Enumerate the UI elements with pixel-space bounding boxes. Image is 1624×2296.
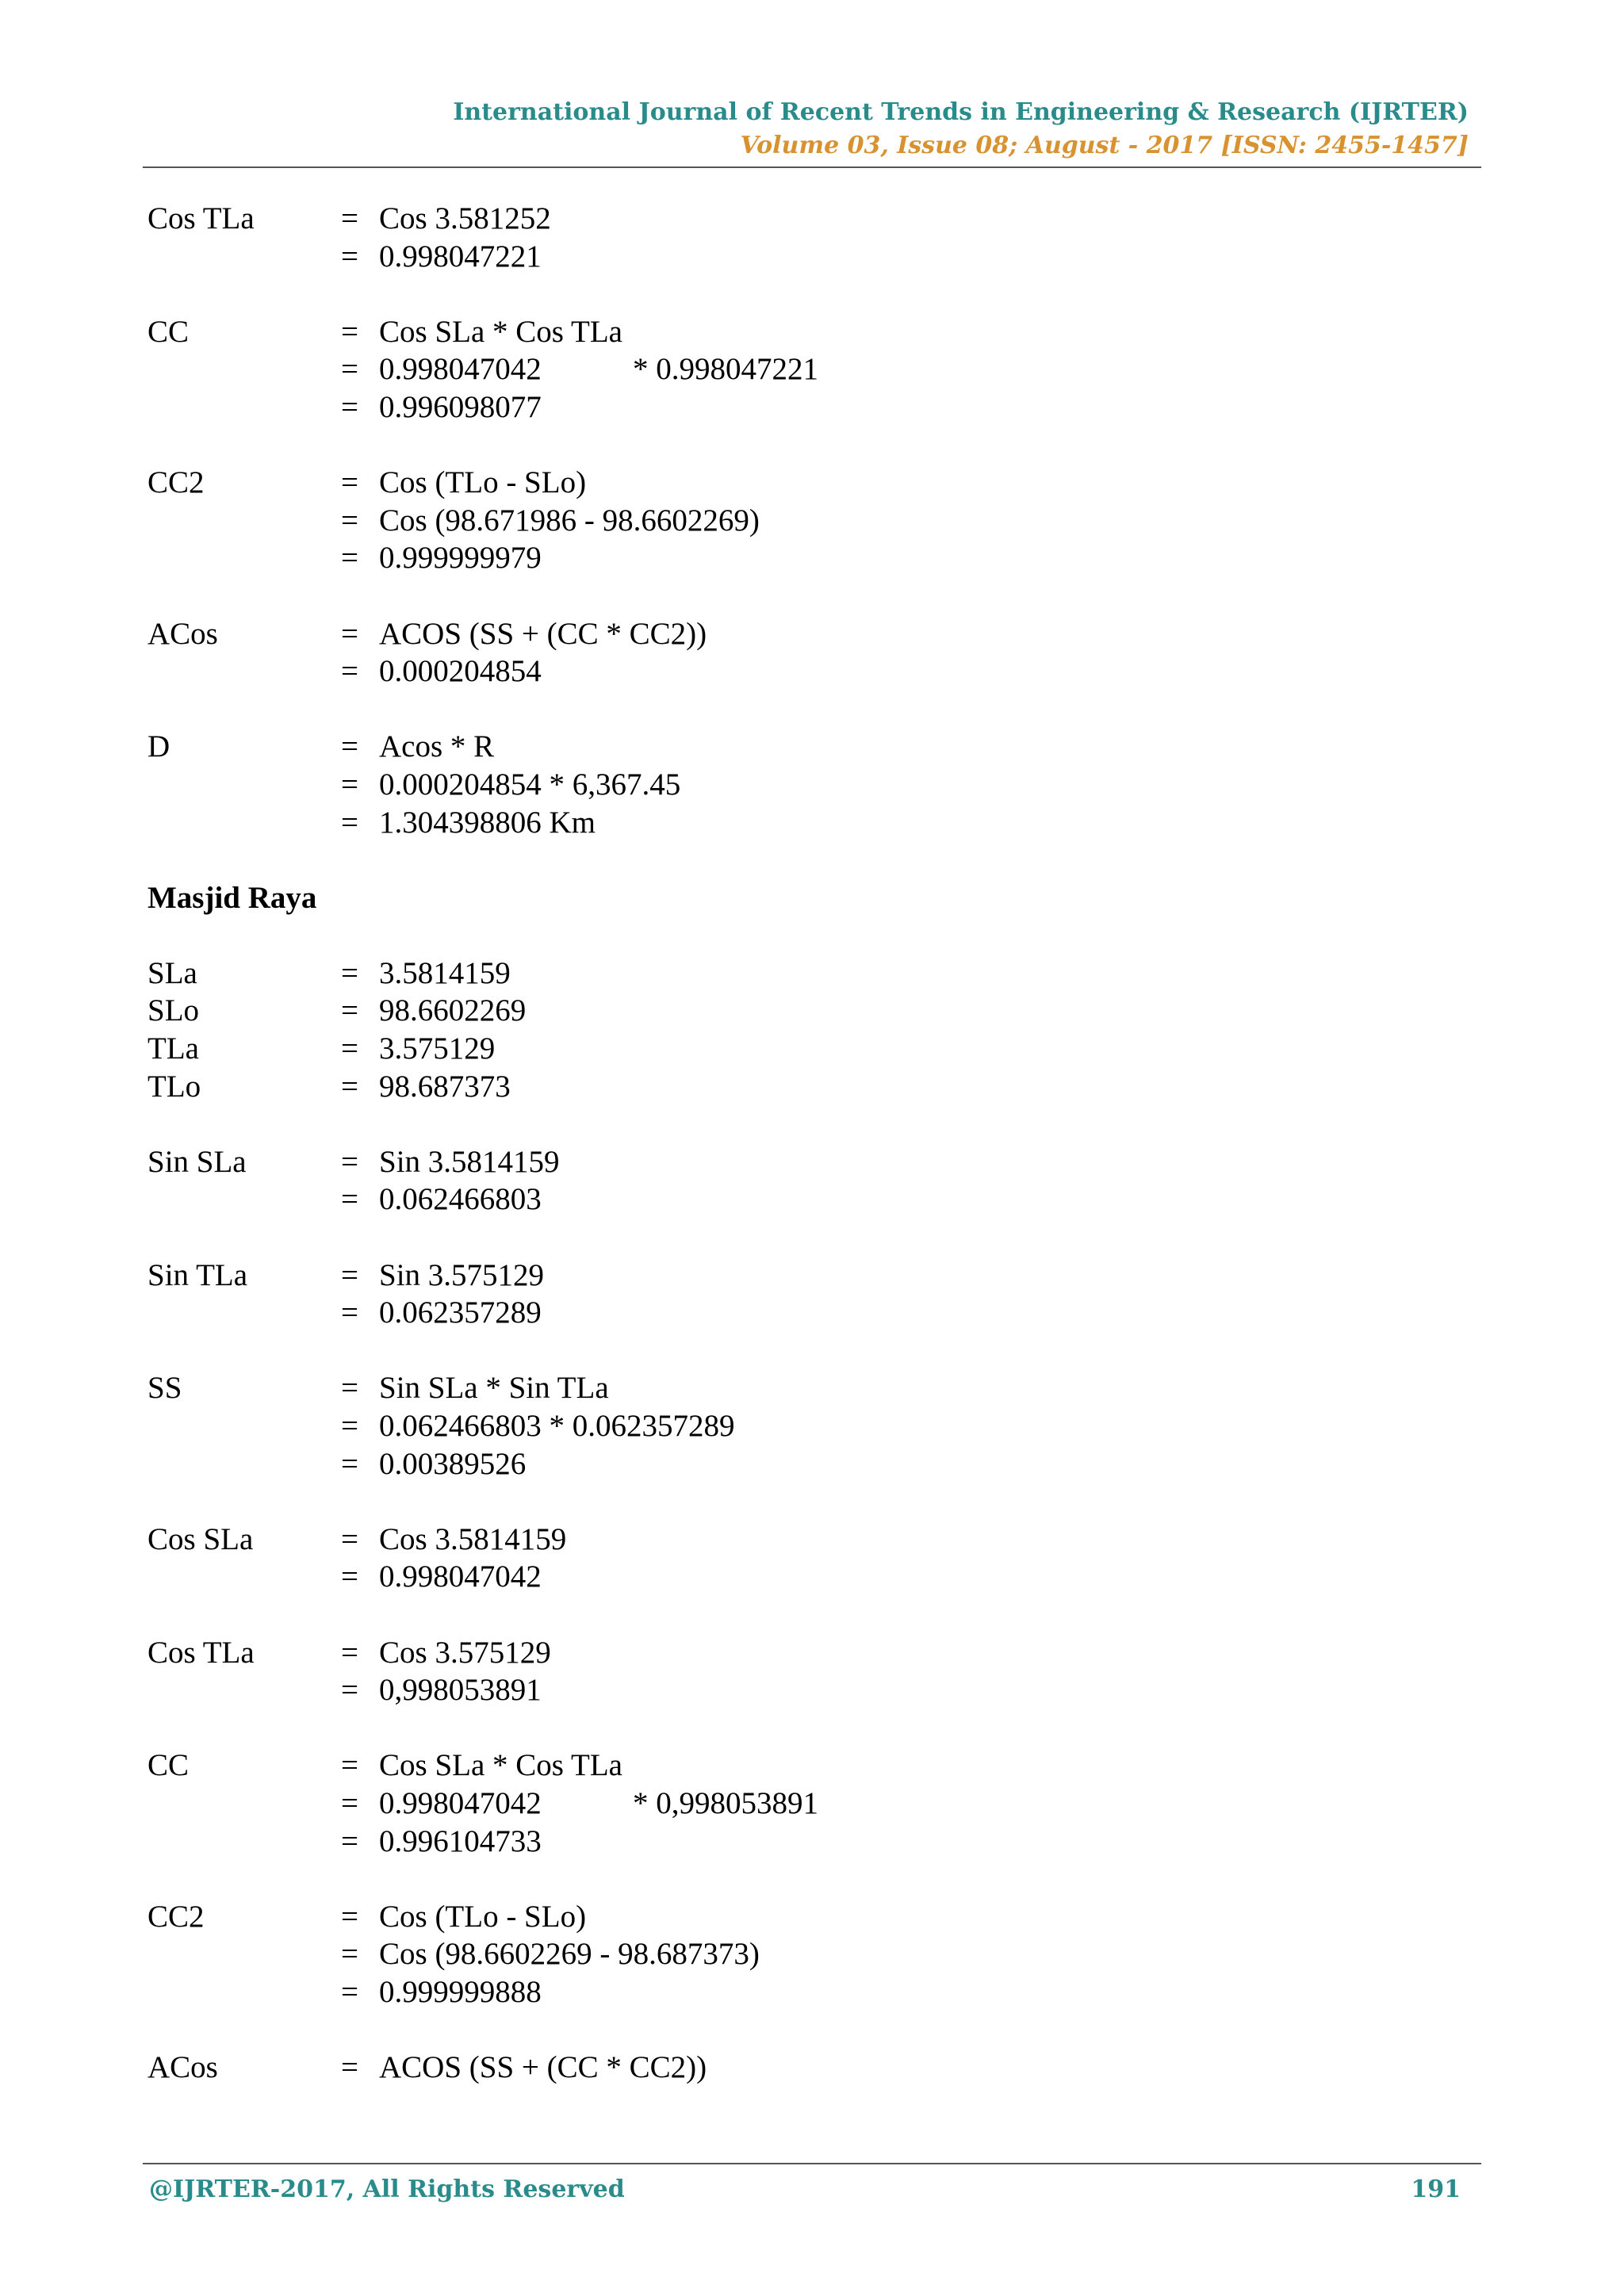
equals-sign: = [341, 1371, 358, 1406]
blank-line [147, 275, 1337, 313]
equals-sign: = [341, 352, 358, 387]
equation-line [147, 2049, 1337, 2087]
blank-line [147, 1596, 1337, 1634]
equation-line [147, 464, 1337, 502]
equation-value: Cos (TLo - SLo) [379, 1899, 587, 1934]
equals-sign: = [341, 654, 358, 689]
equation-value: Sin 3.5814159 [379, 1144, 560, 1179]
equals-sign: = [341, 1899, 358, 1934]
journal-volume: Volume 03, Issue 08; August - 2017 [ISSN: 2455-1457] [740, 132, 1469, 159]
equation-label: ACos [147, 2050, 218, 2085]
equation-line [147, 1747, 1337, 1785]
blank-line [147, 1709, 1337, 1747]
copyright-text: @IJRTER-2017, All Rights Reserved [149, 2175, 625, 2203]
equation-line [147, 804, 1337, 842]
equation-label: CC2 [147, 465, 205, 500]
equation-line [147, 992, 1337, 1030]
equation-value: 0.996104733 [379, 1823, 542, 1858]
equation-value: 0.996098077 [379, 389, 542, 424]
equation-label: Cos TLa [147, 201, 255, 235]
equation-value: Sin SLa * Sin TLa [379, 1371, 609, 1406]
equation-label: Sin TLa [147, 1257, 248, 1292]
blank-line [147, 427, 1337, 465]
equation-line [147, 388, 1337, 427]
equals-sign: = [341, 1144, 358, 1179]
equation-line [147, 1785, 1337, 1823]
equals-sign: = [341, 1974, 358, 2009]
equation-line [147, 1558, 1337, 1596]
blank-line [147, 841, 1337, 879]
equation-value: Cos SLa * Cos TLa [379, 1748, 622, 1783]
equals-sign: = [341, 1446, 358, 1481]
equation-label: ACos [147, 616, 218, 651]
blank-line [147, 1219, 1337, 1257]
equation-value: 0.999999888 [379, 1974, 542, 2009]
equation-line [147, 313, 1337, 351]
equation-line [147, 1634, 1337, 1672]
equation-value: Cos 3.5814159 [379, 1521, 567, 1556]
blank-line [147, 1860, 1337, 1898]
equation-line [147, 1898, 1337, 1936]
equals-sign: = [341, 1295, 358, 1330]
equation-value: Cos SLa * Cos TLa [379, 314, 622, 349]
equals-sign: = [341, 729, 358, 764]
equation-line [147, 728, 1337, 766]
equation-line [147, 652, 1337, 691]
page-footer [143, 2163, 1481, 2204]
equation-label: Cos SLa [147, 1521, 254, 1556]
equation-value: 0.000204854 * 6,367.45 [379, 767, 681, 802]
equation-value: Cos (TLo - SLo) [379, 465, 587, 500]
equation-value: 98.6602269 [379, 993, 527, 1028]
equation-value: 98.687373 [379, 1069, 511, 1104]
equals-sign: = [341, 389, 358, 424]
equation-label: D [147, 729, 170, 764]
calculation-body [147, 200, 1337, 2087]
blank-line [147, 577, 1337, 615]
equation-value: 1.304398806 Km [379, 805, 596, 840]
equation-value: ACOS (SS + (CC * CC2)) [379, 2050, 707, 2085]
equation-value: Acos * R [379, 729, 495, 764]
equals-sign: = [341, 465, 358, 500]
equals-sign: = [341, 993, 358, 1028]
equation-label: CC2 [147, 1899, 205, 1934]
equation-line [147, 1823, 1337, 1861]
blank-line [147, 1483, 1337, 1521]
blank-line [147, 916, 1337, 955]
equals-sign: = [341, 201, 358, 235]
equals-sign: = [341, 1182, 358, 1217]
equation-line [147, 350, 1337, 388]
equation-label: Sin SLa [147, 1144, 247, 1179]
equation-line [147, 955, 1337, 993]
equation-line [147, 1181, 1337, 1219]
equals-sign: = [341, 239, 358, 274]
equation-line [147, 1445, 1337, 1483]
journal-title: International Journal of Recent Trends in Engineering & Research (IJRTER) [453, 98, 1469, 126]
equals-sign: = [341, 1823, 358, 1858]
equation-line [147, 1143, 1337, 1181]
equation-line [147, 766, 1337, 804]
equation-line [147, 1257, 1337, 1295]
equation-value: 0.998047042 [379, 1785, 542, 1820]
page-header [143, 98, 1481, 168]
equation-label: CC [147, 1748, 190, 1783]
equation-value: 0.062466803 * 0.062357289 [379, 1409, 735, 1443]
blank-line [147, 1332, 1337, 1370]
equation-value: Cos 3.581252 [379, 201, 551, 235]
page-number: 191 [1411, 2175, 1461, 2203]
equation-line [147, 502, 1337, 540]
equation-label: SS [147, 1371, 182, 1406]
equals-sign: = [341, 805, 358, 840]
equals-sign: = [341, 1521, 358, 1556]
equation-label: SLa [147, 955, 197, 990]
equation-label: SLo [147, 993, 200, 1028]
blank-line [147, 2011, 1337, 2049]
equals-sign: = [341, 2050, 358, 2085]
equals-sign: = [341, 314, 358, 349]
equals-sign: = [341, 1937, 358, 1972]
equals-sign: = [341, 1257, 358, 1292]
equals-sign: = [341, 1069, 358, 1104]
blank-line [147, 691, 1337, 729]
equation-value: Cos (98.6602269 - 98.687373) [379, 1937, 760, 1972]
equals-sign: = [341, 1748, 358, 1783]
equals-sign: = [341, 1409, 358, 1443]
equation-line [147, 1030, 1337, 1068]
equation-line [147, 238, 1337, 276]
equation-value: Cos (98.671986 - 98.6602269) [379, 503, 760, 538]
equation-value: 0.062357289 [379, 1295, 542, 1330]
equation-label: Cos TLa [147, 1635, 255, 1670]
equation-label: TLa [147, 1031, 199, 1066]
equation-value: 0.999999979 [379, 541, 542, 576]
equation-value: 0,998053891 [379, 1673, 542, 1708]
equals-sign: = [341, 1031, 358, 1066]
equation-value: 0.00389526 [379, 1446, 527, 1481]
equation-value: ACOS (SS + (CC * CC2)) [379, 616, 707, 651]
equation-label: TLo [147, 1069, 201, 1104]
equation-line [147, 1294, 1337, 1332]
equation-line [147, 1973, 1337, 2011]
equation-line [147, 1935, 1337, 1973]
equation-line [147, 1068, 1337, 1106]
equation-value-second: * 0,998053891 [633, 1785, 818, 1820]
equation-value-second: * 0.998047221 [633, 352, 818, 387]
equation-value: 0.000204854 [379, 654, 542, 689]
equation-line [147, 1407, 1337, 1445]
section-heading [147, 879, 1337, 917]
equals-sign: = [341, 767, 358, 802]
equals-sign: = [341, 616, 358, 651]
equation-line [147, 615, 1337, 653]
equation-value: Cos 3.575129 [379, 1635, 551, 1670]
equals-sign: = [341, 541, 358, 576]
equals-sign: = [341, 1785, 358, 1820]
blank-line [147, 1105, 1337, 1143]
equation-value: Sin 3.575129 [379, 1257, 545, 1292]
equation-value: 0.998047042 [379, 352, 542, 387]
section-title: Masjid Raya [147, 880, 317, 915]
equation-line [147, 200, 1337, 238]
equation-line [147, 1671, 1337, 1709]
equation-value: 0.062466803 [379, 1182, 542, 1217]
equation-line [147, 539, 1337, 577]
equals-sign: = [341, 1635, 358, 1670]
equation-value: 0.998047221 [379, 239, 542, 274]
equals-sign: = [341, 503, 358, 538]
equation-value: 3.575129 [379, 1031, 496, 1066]
equation-line [147, 1369, 1337, 1407]
equation-label: CC [147, 314, 190, 349]
equation-line [147, 1521, 1337, 1559]
equals-sign: = [341, 1559, 358, 1594]
equation-value: 3.5814159 [379, 955, 511, 990]
equals-sign: = [341, 1673, 358, 1708]
equation-value: 0.998047042 [379, 1559, 542, 1594]
equals-sign: = [341, 955, 358, 990]
